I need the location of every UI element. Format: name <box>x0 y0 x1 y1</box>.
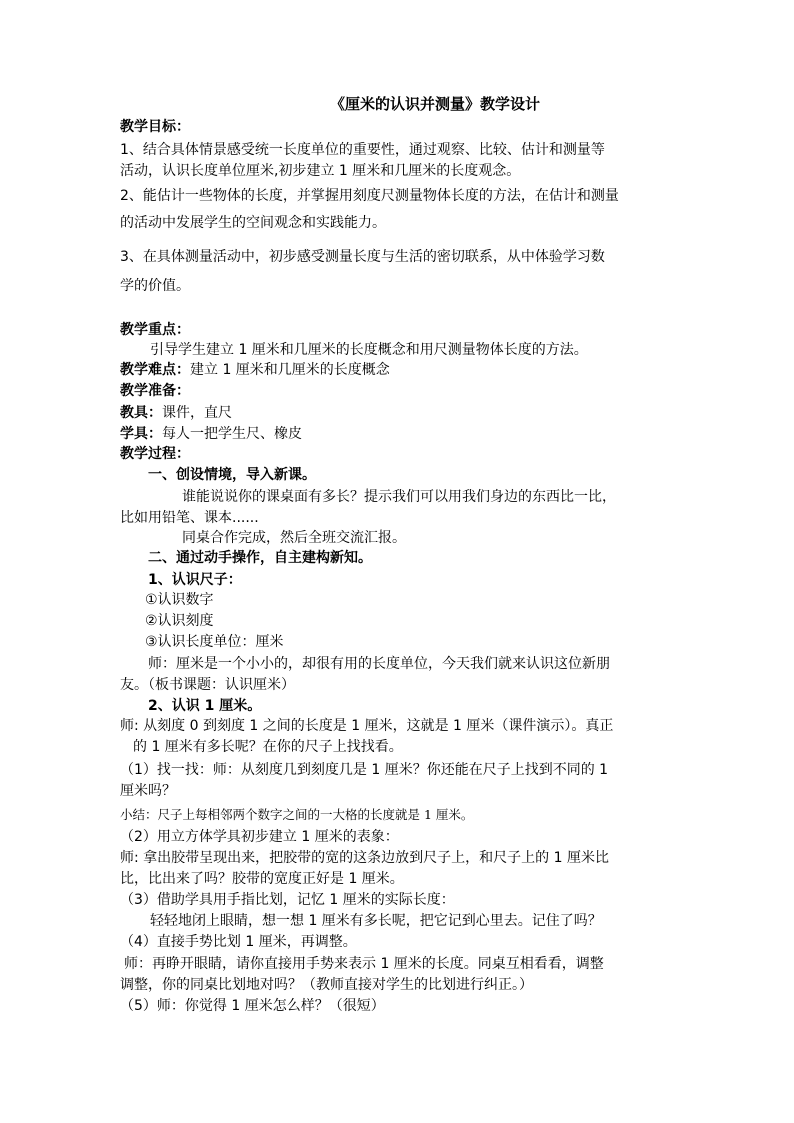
teaching-aids-line <box>120 403 232 423</box>
difficulty-text: 建立 1 厘米和几厘米的长度概念 <box>190 362 390 378</box>
summary-line: 小结：尺子上每相邻两个数字之间的一大格的长度就是 1 厘米。 <box>120 807 474 822</box>
subsection-1-heading: 1、认识尺子： <box>148 572 242 588</box>
teaching-aids-text: 课件，直尺 <box>162 405 232 421</box>
step-4-heading: （4）直接手势比划 1 厘米，再调整。 <box>120 934 357 950</box>
step-3-text: 轻轻地闭上眼睛，想一想 1 厘米有多长呢，把它记到心里去。记住了吗？ <box>150 913 602 929</box>
teacher-speech-line-2: 友。（板书课题：认识厘米） <box>120 677 295 693</box>
step-1-line-1: （1）找一找：师：从刻度几到刻度几是 1 厘米？你还能在尺子上找到不同的 1 <box>120 762 609 778</box>
heading-process: 教学过程： <box>120 446 190 462</box>
subsection-2-line-1: 师: 从刻度 0 到刻度 1 之间的长度是 1 厘米，这就是 1 厘米（课件演示）。真正 <box>120 718 614 734</box>
list-item-3: ③认识长度单位：厘米 <box>145 634 284 650</box>
step-1-line-2: 厘米吗？ <box>120 783 176 799</box>
teaching-aids-label: 教具： <box>120 405 162 421</box>
list-item-2: ②认识刻度 <box>145 613 214 629</box>
objective-2-line-2: 的活动中发展学生的空间观念和实践能力。 <box>120 215 386 231</box>
section-2-heading: 二、通过动手操作，自主建构新知。 <box>148 550 372 566</box>
document-title: 《厘米的认识并测量》教学设计 <box>330 95 541 113</box>
section-1-para-2: 同桌合作完成，然后全班交流汇报。 <box>182 530 406 546</box>
objective-1-line-2: 活动，认识长度单位厘米,初步建立 1 厘米和几厘米的长度观念。 <box>120 163 521 179</box>
step-2-line-1: 师: 拿出胶带呈现出来，把胶带的宽的这条边放到尺子上，和尺子上的 1 厘米比 <box>120 850 609 866</box>
teacher-speech-line-1: 师：厘米是一个小小的，却很有用的长度单位，今天我们就来认识这位新朋 <box>148 656 610 672</box>
section-1-heading: 一、创设情境，导入新课。 <box>148 467 316 483</box>
heading-key-points: 教学重点： <box>120 322 190 338</box>
step-2-heading: （2）用立方体学具初步建立 1 厘米的表象： <box>120 829 399 845</box>
step-4-line-1: 师：再睁开眼睛，请你直接用手势来表示 1 厘米的长度。同桌互相看看，调整 <box>124 956 604 972</box>
subsection-2-line-2: 的 1 厘米有多长呢？在你的尺子上找找看。 <box>133 739 403 755</box>
student-aids-text: 每人一把学生尺、橡皮 <box>162 426 302 442</box>
heading-preparation: 教学准备： <box>120 383 190 399</box>
key-points-text: 引导学生建立 1 厘米和几厘米的长度概念和用尺测量物体长度的方法。 <box>150 342 588 358</box>
objective-2-line-1: 2、能估计一些物体的长度，并掌握用刻度尺测量物体长度的方法，在估计和测量 <box>120 188 619 204</box>
student-aids-line <box>120 424 302 444</box>
section-1-para-line-2: 比如用铅笔、课本...... <box>120 510 259 526</box>
step-3-heading: （3）借助学具用手指比划，记忆 1 厘米的实际长度： <box>120 892 455 908</box>
step-5-line: （5）师：你觉得 1 厘米怎么样？（很短） <box>120 998 385 1014</box>
heading-objectives: 教学目标： <box>120 119 190 135</box>
step-2-line-2: 比，比出来了吗？胶带的宽度正好是 1 厘米。 <box>120 871 404 887</box>
objective-3-line-2: 学的价值。 <box>120 278 190 294</box>
student-aids-label: 学具： <box>120 426 162 442</box>
objective-1-line-1: 1、结合具体情景感受统一长度单位的重要性，通过观察、比较、估计和测量等 <box>120 142 605 158</box>
objective-3-line-1: 3、在具体测量活动中，初步感受测量长度与生活的密切联系，从中体验学习数 <box>120 249 605 265</box>
heading-difficulty: 教学难点： <box>120 362 190 378</box>
step-4-line-2: 调整，你的同桌比划地对吗？（教师直接对学生的比划进行纠正。） <box>120 977 533 993</box>
difficulty-line <box>120 360 390 380</box>
subsection-2-heading: 2、认识 1 厘米。 <box>148 698 262 714</box>
section-1-para-line-1: 谁能说说你的课桌面有多长？提示我们可以用我们身边的东西比一比， <box>182 489 616 505</box>
list-item-1: ①认识数字 <box>145 592 214 608</box>
